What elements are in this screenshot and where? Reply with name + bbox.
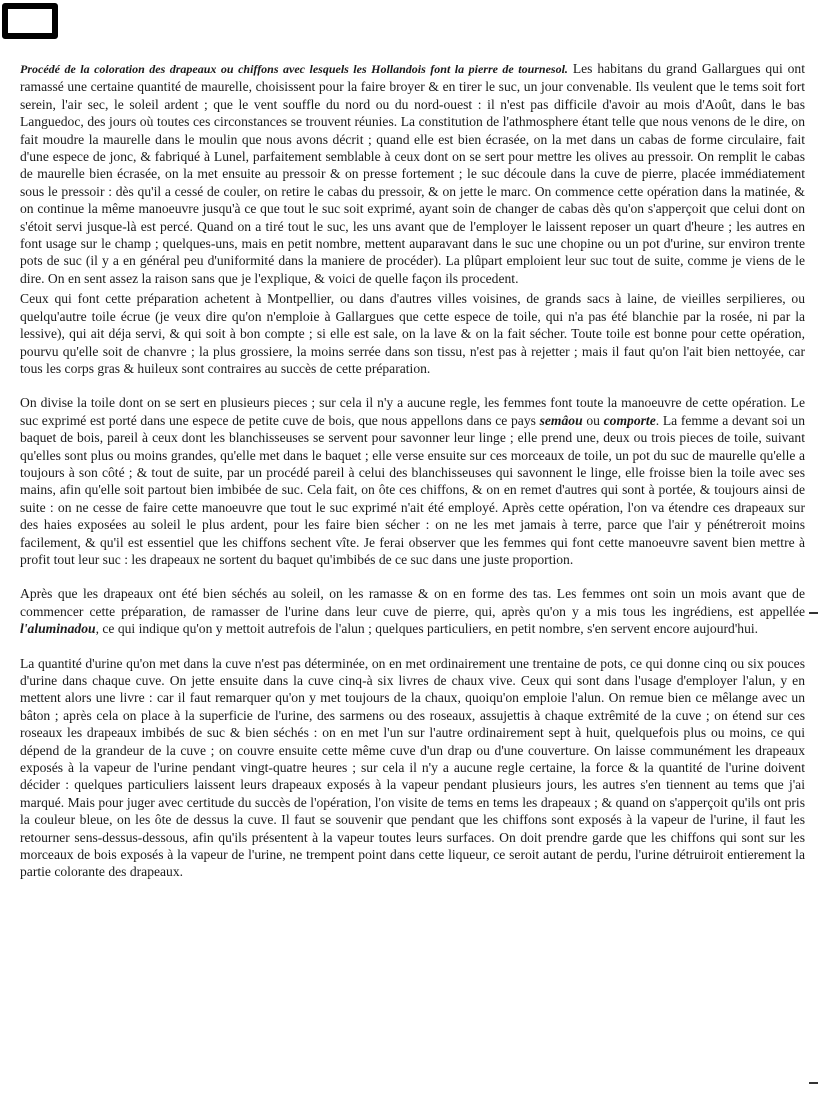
paragraph-3-text-b: ou bbox=[582, 412, 604, 428]
term-comporte: comporte bbox=[603, 412, 656, 428]
paragraph-4-text-b: , ce qui indique qu'on y mettoit autrefois de l'alun ; quelques particuliers, en petit nombre, s'en servent encore aujourd'hui. bbox=[95, 621, 759, 637]
scan-corner-mark bbox=[2, 3, 58, 39]
paragraph-3 bbox=[20, 394, 805, 568]
paragraph-1 bbox=[20, 60, 805, 287]
paragraph-4 bbox=[20, 585, 805, 637]
document-page bbox=[20, 60, 805, 881]
paragraph-1-text: Les habitans du grand Gallargues qui ont ramassé une certaine quantité de maurelle, choisissent pour la faire broyer & en tirer le suc, un jour convenable. Ils veulent que le tems soit fort serein, l'air sec, le soleil ardent ; que le vent souffle du nord ou du nord-ouest : il n'est pas difficile d'avoir au mois d'Août, dans le bas Languedoc, des jours où toutes ces circonstances se trouvent réunies. La constitution de l'athmosphere étant telle que nous venons de le dire, on fait moudre la maurelle dans le moulin que nous avons décrit ; quand elle est bien écrasée, on la met dans un cabas de forme circulaire, fait d'une espece de jonc, & fabriqué à Lunel, parfaitement semblable à ceux dont on se sert pour mettre les olives au pressoir. On remplit le cabas de maurelle bien écrasée, on la met ensuite au pressoir & on presse fortement ; le suc découle dans la cuve de pierre, placée immédiatement sous le pressoir : dès qu'il a cessé de couler, on retire le cabas du pressoir, & on jette le marc. On commence cette opération dans la matinée, & on continue la même manoeuvre jusqu'à ce que tout le suc soit exprimé, ayant soin de changer de cabas dès qu'on s'apperçoit que celui dont on s'étoit servi jusque-là est percé. Quand on a tiré tout le suc, les uns avant que de l'employer le laissent reposer un quart d'heure ; les autres en font usage sur le champ ; quelques-uns, mais en petit nombre, mettent auparavant dans le suc une chopine ou un pot d'urine, sur environ trente pots de suc (il y a en général peu d'uniformité dans la maniere de procéder). La plûpart emploient leur suc tout de suite, comme je viens de le dire. On en sent assez la raison sans que je l'explique, & voici de quelle façon ils procedent. bbox=[20, 61, 806, 286]
term-semaou: semâou bbox=[539, 412, 583, 428]
paragraph-3-text-c: . La femme a devant soi un baquet de bois, pareil à ceux dont les blanchisseuses se servent pour savonner leur linge ; elle prend une, deux ou trois pieces de toile, suivant qu'elles sont plus ou moins grandes, qu'elle met dans le baquet ; elle verse ensuite sur ces morceaux de toile, un pot du suc de maurelle qu'elle a toujours à son côté ; & tout de suite, par un procédé pareil à celui des blanchisseuses qui savonnent le linge, elle froisse bien la toile avec ses mains, afin qu'elle soit partout bien imbibée de suc. Cela fait, on ôte ces chiffons, & on en remet d'autres qui sont à portée, & toujours ainsi de suite : on ne cesse de faire cette manoeuvre que tout le suc exprimé n'ait été employé. Après cette opération, l'on va étendre ces drapeaux sur des haies exposées au soleil le plus ardent, pour les faire bien sécher : on ne les met jamais à terre, parce que l'air y pénétreroit moins facilement, & qu'il est essentiel que les chiffons sechent vîte. Je ferai observer que les femmes qui font cette manoeuvre savent bien mettre à profit tout leur suc : les drapeaux ne sortent du baquet qu'imbibés de ce suc dans une juste proportion. bbox=[20, 412, 806, 567]
paragraph-4-text-a: Après que les drapeaux ont été bien séchés au soleil, on les ramasse & on en forme des tas. Les femmes ont soin un mois avant que de commencer cette préparation, de ramasser de l'urine dans leur cuve de pierre, qui, après qu'on y a mis tous les ingrédiens, est appellée bbox=[20, 586, 805, 619]
paragraph-3-text-a: On divise la toile dont on se sert en plusieurs pieces ; sur cela il n'y a aucune regle, les femmes font toute la manoeuvre de cette opération. Le suc exprimé est porté dans une espece de petite cuve de bois, que nous appellons dans ce pays bbox=[20, 395, 805, 428]
paragraph-2: Ceux qui font cette préparation achetent à Montpellier, ou dans d'autres villes voisines, de grands sacs à laine, de vieilles serpilieres, ou quelqu'autre toile écrue (je veux dire qu'on n'emploie à Gallargues que cette espece de toile, qui n'a pas été blanchie par la rosée, ni par la lessive), qui ait déja servi, & qui soit à bon compte ; si elle est sale, on la lave & on la fait sécher. Toute toile est bonne pour cette opération, pourvu qu'elle soit de chanvre ; la plus grossiere, la moins serrée dans son tissu, n'est pas à rejetter ; mais il faut qu'on l'ait bien nettoyée, car tous les corps gras & huileux sont contraires au succès de cette préparation. bbox=[20, 291, 805, 376]
margin-mark bbox=[809, 1082, 818, 1084]
term-aluminadou: l'aluminadou bbox=[20, 621, 96, 637]
margin-mark bbox=[809, 612, 818, 614]
section-heading: Procédé de la coloration des drapeaux ou chiffons avec lesquels les Hollandois font la pierre de tournesol. bbox=[20, 62, 568, 76]
paragraph-5: La quantité d'urine qu'on met dans la cuve n'est pas déterminée, on en met ordinairement une trentaine de pots, ce qui donne cinq ou six pouces d'urine dans chaque cuve. On jette ensuite dans la cuve cinq-à six livres de chaux vive. Ceux qui sont dans l'usage d'employer l'alun, y en mettent alors une livre : car il faut remarquer qu'on y met toujours de la chaux, quoiqu'on emploie l'alun. On remue bien ce mêlange avec un bâton ; après cela on place à la superficie de l'urine, des sarmens ou des roseaux, assujettis à chaque extrêmité de la cuve ; on étend sur ces roseaux les drapeaux imbibés de suc & bien séchés : on en met l'un sur l'autre ordinairement sept à huit, quelquefois plus ou moins, ce qui dépend de la grandeur de la cuve ; on couvre ensuite cette même cuve d'un drap ou d'une couverture. On laisse communément les drapeaux exposés à la vapeur de l'urine pendant vingt-quatre heures ; sur cela il n'y a aucune regle certaine, la force & la quantité de l'urine doivent décider : quelques particuliers laissent leurs drapeaux exposés à la vapeur pendant plusieurs jours, les autres s'en tiennent au tems que j'ai marqué. Mais pour juger avec certitude du succès de l'opération, l'on visite de tems en tems les drapeaux ; & quand on s'apperçoit qu'ils ont pris la couleur bleue, on les ôte de dessus la cuve. Il faut se souvenir que pendant que les chiffons sont exposés à la vapeur de l'urine, il faut les retourner sens-dessus-dessous, afin qu'ils présentent à la vapeur toutes leurs surfaces. On doit prendre garde que les chiffons qui sont sur les morceaux de bois exposés à la vapeur de l'urine, ne trempent point dans cette liqueur, ce seroit autant de perdu, l'urine détruiroit entierement la partie colorante des drapeaux. bbox=[20, 655, 805, 880]
